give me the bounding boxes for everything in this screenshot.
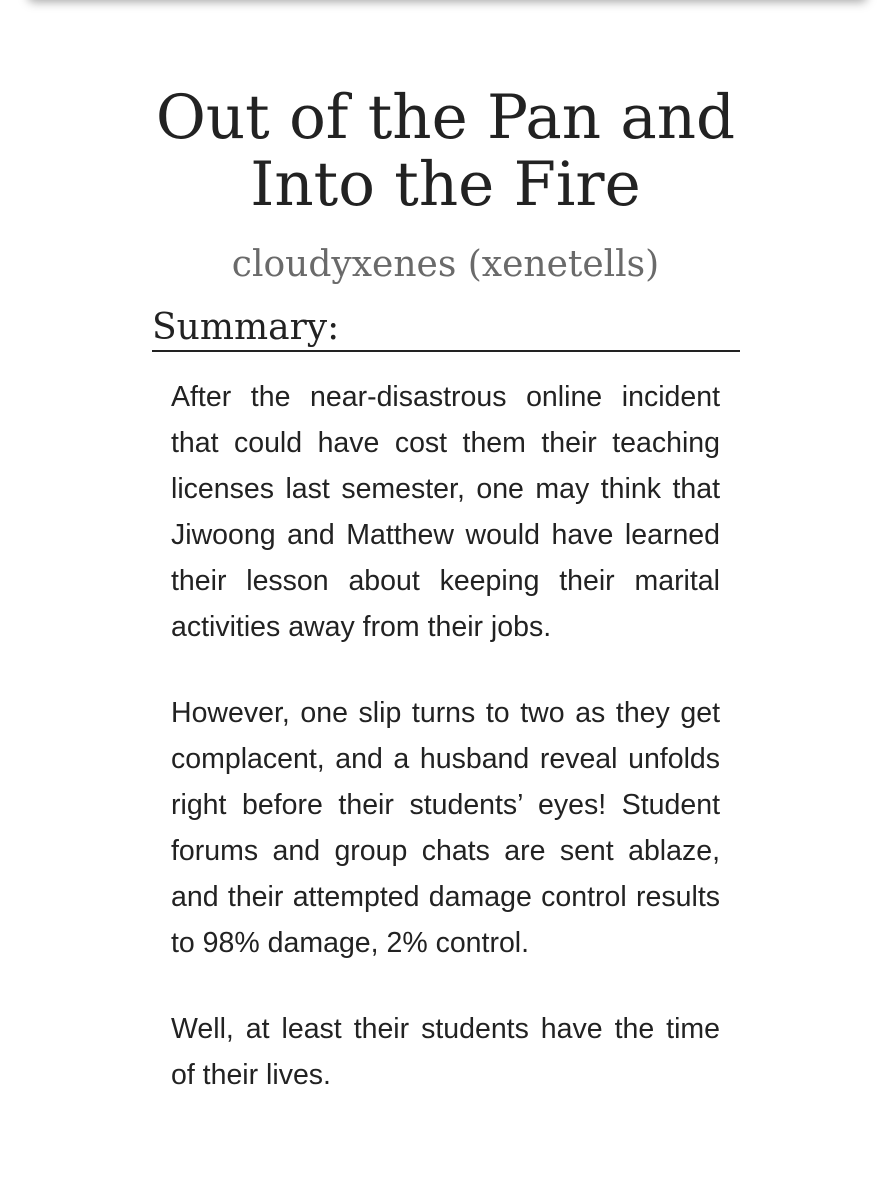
work-title-line-1: Out of the Pan and	[155, 82, 736, 153]
summary-paragraph: After the near-disastrous online incident that could have cost them their teaching licenses last semester, one may think that Jiwoong and Matthew would have learned their lesson about keeping their marital activities away from their jobs.	[171, 381, 720, 643]
work-title	[0, 84, 891, 218]
summary-body	[171, 374, 720, 1138]
summary-heading: Summary:	[152, 306, 740, 352]
summary-paragraph: Well, at least their students have the time of their lives.	[171, 1013, 720, 1091]
work-title-line-2: Into the Fire	[250, 149, 641, 220]
work-author[interactable]: cloudyxenes (xenetells)	[231, 244, 660, 285]
summary-paragraph: However, one slip turns to two as they get complacent, and a husband reveal unfolds right before their students’ eyes! Student forums and group chats are sent ablaze, and their attempted damage control results to 98% damage, 2% control.	[171, 697, 720, 959]
